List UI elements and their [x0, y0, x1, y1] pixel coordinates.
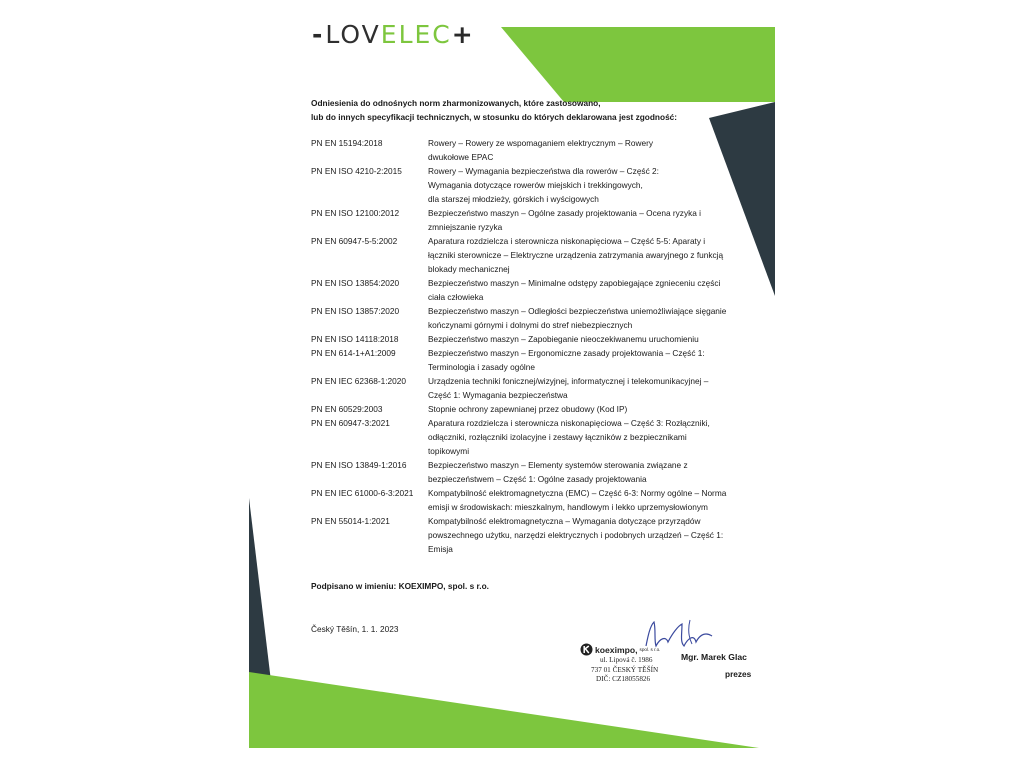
norm-description-line: Wymagania dotyczące rowerów miejskich i trekkingowych,: [428, 180, 643, 190]
norm-description-line: Terminologia i zasady ogólne: [428, 362, 536, 372]
norm-description: [428, 234, 771, 276]
norm-row: [311, 458, 771, 486]
norm-description: [428, 374, 771, 402]
logo-dash: -: [312, 19, 325, 49]
norm-code: PN EN IEC 61000-6-3:2021: [311, 488, 414, 498]
signer-name: Mgr. Marek Glac: [681, 652, 747, 662]
norm-description-line: Emisja: [428, 544, 453, 554]
norm-description-line: Kompatybilność elektromagnetyczna (EMC) – Część 6-3: Normy ogólne – Norma: [428, 488, 727, 498]
norm-row: [311, 374, 771, 402]
stamp-company-name: koeximpo,: [595, 644, 638, 655]
company-stamp: [580, 643, 680, 685]
intro-line: Odniesienia do odnośnych norm zharmonizowanych, które zastosowano,: [311, 98, 601, 108]
references-intro: [311, 96, 691, 124]
norms-list: [311, 136, 771, 556]
norm-description: [428, 346, 771, 374]
norm-row: [311, 206, 771, 234]
norm-description-line: Aparatura rozdzielcza i sterownicza niskonapięciowa – Część 3: Rozłączniki,: [428, 418, 710, 428]
norm-row: [311, 276, 771, 304]
norm-description-line: Bezpieczeństwo maszyn – Minimalne odstępy zapobiegające zgnieceniu części: [428, 278, 721, 288]
norm-code: PN EN 55014-1:2021: [311, 516, 390, 526]
norm-description: [428, 486, 771, 514]
norm-description-line: łączniki sterownicze – Elektryczne urządzenia zatrzymania awaryjnego z funkcją: [428, 250, 724, 260]
signer-title: prezes: [725, 669, 752, 679]
norm-description: [428, 416, 771, 458]
logo-text-lov: LOV: [325, 19, 381, 49]
norm-description-line: Rowery – Rowery ze wspomaganiem elektrycznym – Rowery: [428, 138, 654, 148]
norm-code: PN EN 60947-3:2021: [311, 418, 390, 428]
stamp-address-street: ul. Lipová č. 1986: [600, 656, 653, 664]
norm-code: PN EN 60947-5-5:2002: [311, 236, 398, 246]
norm-description-line: Bezpieczeństwo maszyn – Zapobieganie nieoczekiwanemu uruchomieniu: [428, 334, 699, 344]
norm-description-line: Bezpieczeństwo maszyn – Ergonomiczne zasady projektowania – Część 1:: [428, 348, 705, 358]
norm-description-line: Bezpieczeństwo maszyn – Elementy systemów sterowania związane z: [428, 460, 688, 470]
norm-row: [311, 514, 771, 556]
norm-row: [311, 234, 771, 276]
norm-description: [428, 402, 771, 416]
norm-description-line: Kompatybilność elektromagnetyczna – Wymagania dotyczące przyrządów: [428, 516, 701, 526]
koeximpo-logo-icon: [580, 643, 593, 656]
norm-row: [311, 416, 771, 458]
norm-description-line: bezpieczeństwem – Część 1: Ogólne zasady projektowania: [428, 474, 647, 484]
norm-description-line: powszechnego użytku, narzędzi elektrycznych i podobnych urządzeń – Część 1:: [428, 530, 724, 540]
norm-description: [428, 164, 771, 206]
norm-description: [428, 514, 771, 556]
norm-code: PN EN 60529:2003: [311, 404, 383, 414]
norm-description: [428, 332, 771, 346]
norm-code: PN EN ISO 13857:2020: [311, 306, 400, 316]
place-and-date: Český Těšín, 1. 1. 2023: [311, 624, 399, 634]
norm-row: [311, 136, 771, 164]
norm-description-line: emisji w środowiskach: mieszkalnym, handlowym i lekko uprzemysłowionym: [428, 502, 708, 512]
norm-description: [428, 304, 771, 332]
top-green-band: [501, 27, 775, 102]
norm-description: [428, 206, 771, 234]
stamp-company-suffix: spol. s r.o.: [639, 647, 661, 652]
norm-description-line: Urządzenia techniki fonicznej/wizyjnej, informatycznej i telekomunikacyjnej –: [428, 376, 709, 386]
norm-description-line: zmniejszanie ryzyka: [428, 222, 503, 232]
norm-row: [311, 304, 771, 332]
signed-on-behalf: Podpisano w imieniu: KOEXIMPO, spol. s r.o.: [311, 581, 489, 591]
norm-row: [311, 486, 771, 514]
norm-row: [311, 346, 771, 374]
norm-code: PN EN IEC 62368-1:2020: [311, 376, 407, 386]
norm-code: PN EN 614-1+A1:2009: [311, 348, 396, 358]
norm-code: PN EN ISO 4210-2:2015: [311, 166, 402, 176]
norm-code: PN EN ISO 13854:2020: [311, 278, 400, 288]
norm-row: [311, 332, 771, 346]
norm-description-line: Bezpieczeństwo maszyn – Ogólne zasady projektowania – Ocena ryzyka i: [428, 208, 702, 218]
intro-line: lub do innych specyfikacji technicznych, w stosunku do których deklarowana jest zgodność:: [311, 112, 678, 122]
norm-row: [311, 164, 771, 206]
norm-code: PN EN ISO 12100:2012: [311, 208, 400, 218]
norm-description-line: topikowymi: [428, 446, 470, 456]
norm-description-line: Rowery – Wymagania bezpieczeństwa dla rowerów – Część 2:: [428, 166, 659, 176]
norm-description-line: Stopnie ochrony zapewnianej przez obudowy (Kod IP): [428, 404, 628, 414]
norm-description-line: dla starszej młodzieży, górskich i wyścigowych: [428, 194, 599, 204]
norm-code: PN EN 15194:2018: [311, 138, 383, 148]
norm-description-line: blokady mechanicznej: [428, 264, 510, 274]
norm-row: [311, 402, 771, 416]
logo-plus: +: [451, 19, 475, 49]
logo-text-elec: ELEC: [380, 19, 452, 49]
norm-description-line: odłączniki, rozłączniki izolacyjne i zestawy łączników z bezpiecznikami: [428, 432, 687, 442]
stamp-address-city: 737 01 ČESKÝ TĚŠÍN: [591, 665, 659, 674]
norm-code: PN EN ISO 13849-1:2016: [311, 460, 407, 470]
stamp-company: [580, 643, 680, 656]
norm-description: [428, 276, 771, 304]
norm-description-line: Część 1: Wymagania bezpieczeństwa: [428, 390, 568, 400]
norm-description-line: Bezpieczeństwo maszyn – Odległości bezpieczeństwa uniemożliwiające sięganie: [428, 306, 727, 316]
norm-description-line: ciała człowieka: [428, 292, 484, 302]
stamp-tax-id: DIČ: CZ18055826: [596, 675, 651, 683]
norm-code: PN EN ISO 14118:2018: [311, 334, 399, 344]
lovelec-logo: [312, 18, 475, 50]
norm-description: [428, 136, 771, 164]
norm-description: [428, 458, 771, 486]
norm-description-line: kończynami górnymi i dolnymi do stref niebezpiecznych: [428, 320, 633, 330]
bottom-green-band: [249, 672, 759, 748]
norm-description-line: Aparatura rozdzielcza i sterownicza niskonapięciowa – Część 5-5: Aparaty i: [428, 236, 706, 246]
norm-description-line: dwukołowe EPAC: [428, 152, 494, 162]
